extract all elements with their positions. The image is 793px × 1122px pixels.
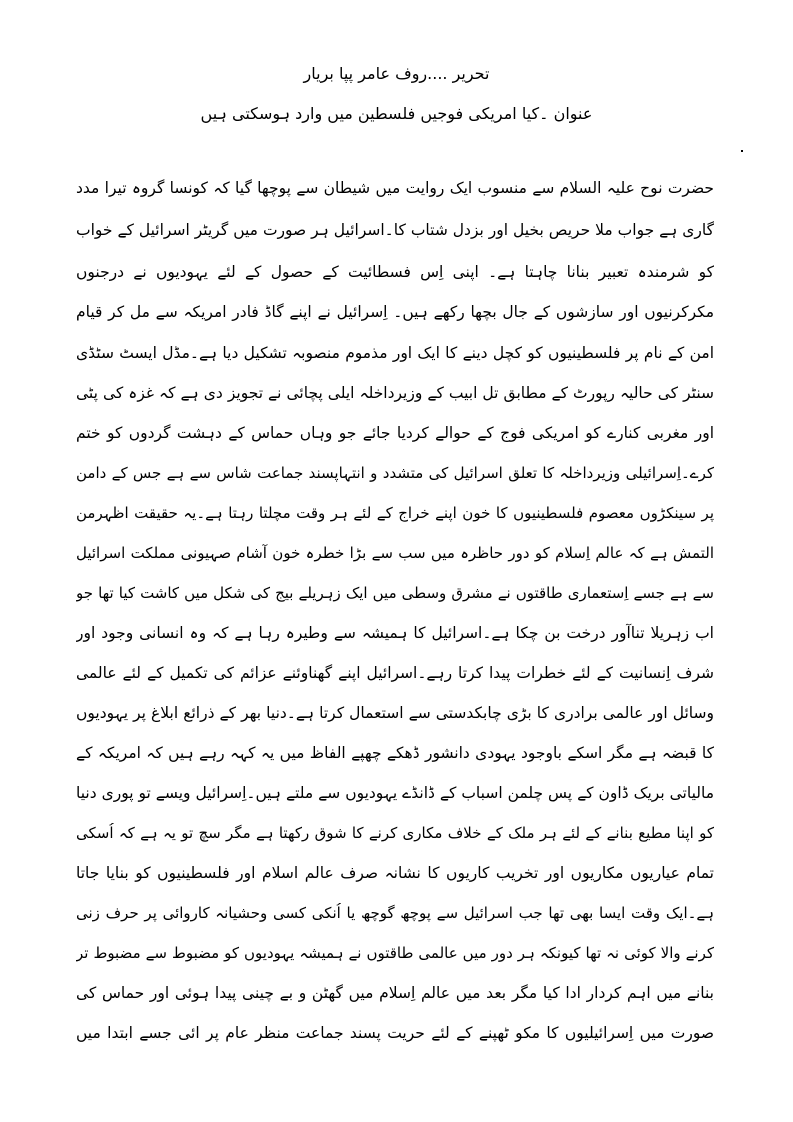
body-line: سنٹر کی حالیہ رپورٹ کے مطابق تل ابیب کے وزیرداخلہ ایلی پچائی نے تجویز دی ہے کہ غزہ کی پٹی xyxy=(76,384,714,402)
body-line: کا قبضہ ہے مگر اسکے باوجود یہودی دانشور ڈھکے چھپے الفاظ میں یہ کہہ رہے ہیں کہ امریکہ کے xyxy=(76,744,714,762)
body-line: اب زہریلا تناآور درخت بن چکا ہے۔اسرائیل کا ہمیشہ سے وطیرہ رہا ہے کہ وہ انسانی وجود اور xyxy=(76,624,714,642)
body-line: مالیاتی بریک ڈاون کے پس چلمن اسباب کے ڈانڈے یہودیوں سے ملتے ہیں۔اِسرائیل ویسے تو پوری دنیا xyxy=(76,784,714,802)
body-line: اور مغربی کنارے کو امریکی فوج کے حوالے کردیا جائے جو وہاں حماس کے دہشت گردوں کو ختم xyxy=(76,424,714,442)
body-line: شرف اِنسانیت کے لئے خطرات پیدا کرتا رہے۔اسرائیل اپنے گھناوئنے عزائم کی تکمیل کے لئے عالمی xyxy=(76,664,714,682)
body-line: پر سینکڑوں معصوم فلسطینیوں کا خون اپنے خراج کے لئے ہر وقت مچلتا رہتا ہے۔یہ حقیقت اظہرمن xyxy=(76,504,714,522)
body-line: کو اپنا مطیع بنانے کے لئے ہر ملک کے خلاف مکاری کرنے کا شوق رکھتا ہے مگر سچ تو یہ ہے کہ اُسکی xyxy=(76,824,714,842)
body-line: التمش ہے کہ عالم اِسلام کو دور حاظرہ میں سب سے بڑا خطرہ خون آشام صہیونی مملکت اسرائیل xyxy=(76,544,714,562)
body-line: تمام عیاریوں مکاریوں اور تخریب کاریوں کا نشانہ صرف عالم اسلام اور فلسطینیوں کو بنایا جاتا xyxy=(76,864,714,882)
body-line: امن کے نام پر فلسطینیوں کو کچل دینے کا ایک اور مذموم منصوبہ تشکیل دیا ہے۔مڈل ایسٹ سٹڈی xyxy=(76,344,714,362)
body-line: کرنے والا کوئی نہ تھا کیونکہ ہر دور میں عالمی طاقتوں نے ہمیشہ یہودیوں کو مضبوط سے مضبوط تر xyxy=(76,944,714,962)
body-line: وسائل اور عالمی برادری کا بڑی چابکدستی سے استعمال کرتا ہے۔دنیا بھر کے ذرائع ابلاغ پر یہودیوں xyxy=(76,704,714,722)
author-line: تحریر ....روف عامر پپا بریار xyxy=(303,64,490,83)
body-line: گاری ہے جواب ملا حریص بخیل اور بزدل شتاب کا۔اسرائیل ہر صورت میں گریٹر اسرائیل کے خواب xyxy=(76,221,714,239)
body-line: بنانے میں اہم کردار ادا کیا مگر بعد میں عالم اِسلام میں گھٹن و بے چینی پیدا ہوئی اور حماس کی xyxy=(76,984,714,1002)
body-line: ہے۔ایک وقت ایسا بھی تھا جب اسرائیل سے پوچھ گوچھ یا اُنکی کسی وحشیانہ کاروائی پر حرف زنی xyxy=(76,904,714,922)
stray-mark xyxy=(741,150,743,152)
body-line: صورت میں اِسرائیلیوں کا مکو ٹھپنے کے لئے حریت پسند جماعت منظر عام پر ائی جسے ابتدا میں xyxy=(76,1024,714,1042)
body-line: کرے۔اِسرائیلی وزیرداخلہ کا تعلق اسرائیل کی متشدد و انتہاپسند جماعت شاس سے ہے جس کے دامن xyxy=(76,464,714,482)
body-line: مکرکرنیوں اور سازشوں کے جال بچھا رکھے ہیں۔ اِسرائیل نے اپنے گاڈ فادر امریکہ سے مل کر قیام xyxy=(76,303,714,321)
body-line: کو شرمندہ تعبیر بنانا چاہتا ہے۔ اپنی اِس فسطائیت کے حصول کے لئے یہودیوں نے درجنوں xyxy=(76,263,714,281)
body-line: سے ہے جسے اِستعماری طاقتوں نے مشرق وسطی میں ایک زہریلے بیج کی شکل میں کاشت کیا تھا جو xyxy=(76,584,714,602)
body-line: حضرت نوح علیہ السلام سے منسوب ایک روایت میں شیطان سے پوچھا گیا کہ کونسا گروہ تیرا مدد xyxy=(76,179,714,197)
article-title: عنوان ۔کیا امریکی فوجیں فلسطین میں وارد ہوسکتی ہیں xyxy=(200,104,593,123)
